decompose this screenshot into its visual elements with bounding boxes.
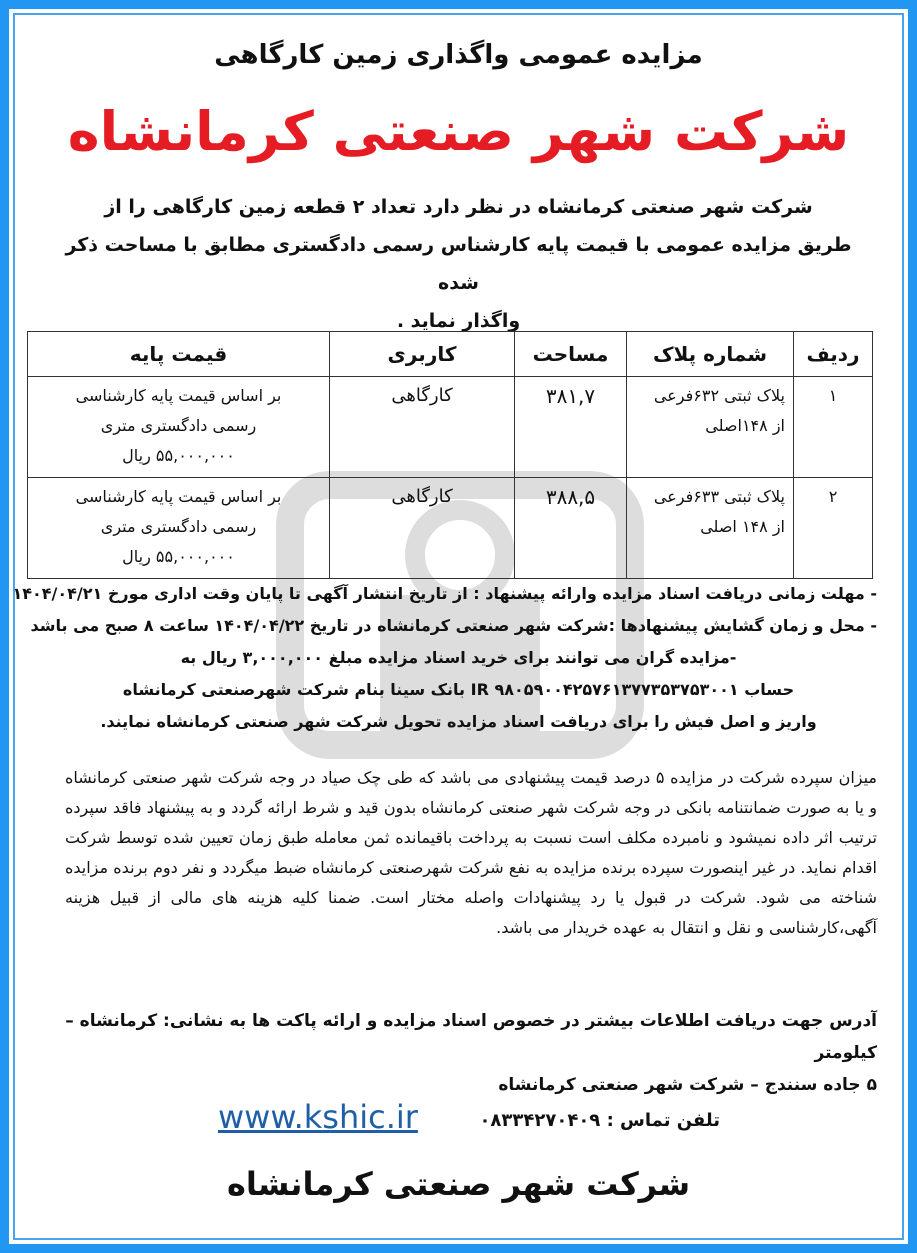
- header-row-number: ردیف: [794, 332, 873, 377]
- notice-title: مزایده عمومی واگذاری زمین کارگاهی: [214, 40, 703, 70]
- address-block: [40, 1005, 877, 1101]
- price-line: رسمی دادگستری متری: [100, 517, 257, 536]
- company-name: شرکت شهر صنعتی کرمانشاه: [67, 100, 850, 163]
- header-usage: کاربری: [330, 332, 515, 377]
- table-row: [28, 377, 873, 478]
- header-plate: شماره پلاک: [627, 332, 794, 377]
- deposit-terms: میزان سپرده شرکت در مزایده ۵ درصد قیمت پیشنهادی می باشد که طی چک صیاد در وجه شرکت شهر صنعتی کرمانشاه و یا به صورت ضمانتنامه بانکی در وجه شرکت شهر صنعتی کرمانشاه بدون قید و شرط ارائه گردد و به پیشنهاد فاقد سپرده ترتیب اثر داده نمیشود و نامبرده مکلف است نسبت به پرداخت باقیمانده ثمن معامله طبق زمان تعیین شده توسط شرکت اقدام نماید. در غیر اینصورت سپرده برنده مزایده به نفع شرکت شهرصنعتی کرمانشاه ضبط میگردد و نفر دوم برنده مزایده شناخته می شود. شرکت در قبول یا رد پیشنهادات واصله مختار است. ضمنا کلیه هزینه های مالی از قبیل هزینه آگهی،کارشناسی و نقل و انتقال به عهده خریدار می باشد.: [65, 768, 877, 937]
- plate-line: از ۱۴۸اصلی: [705, 416, 785, 435]
- price-line: ۵۵,۰۰۰,۰۰۰ ریال: [122, 446, 235, 465]
- plate-line: پلاک ثبتی ۶۳۳فرعی: [653, 487, 785, 506]
- cell-area: ۳۸۱,۷: [515, 377, 627, 478]
- cell-plate: [627, 377, 794, 478]
- opening-item: - محل و زمان گشایش پیشنهادها :شرکت شهر صنعتی کرمانشاه در تاریخ ۱۴۰۴/۰۴/۲۲ ساعت ۸ صبح می باشد: [30, 616, 877, 635]
- cell-usage: کارگاهی: [330, 478, 515, 579]
- intro-line: واگذار نماید .: [396, 310, 521, 332]
- cell-row-number: ۲: [794, 478, 873, 579]
- address-line: آدرس جهت دریافت اطلاعات بیشتر در خصوص اسناد مزایده و ارائه پاکت ها به نشانی: کرمانشاه – کیلومتر: [65, 1011, 877, 1063]
- address-line: ۵ جاده سنندج – شرکت شهر صنعتی کرمانشاه: [498, 1075, 877, 1095]
- plate-line: پلاک ثبتی ۶۳۲فرعی: [653, 386, 785, 405]
- cell-price: [28, 377, 330, 478]
- cell-row-number: ۱: [794, 377, 873, 478]
- cell-usage: کارگاهی: [330, 377, 515, 478]
- intro-line: شرکت شهر صنعتی کرمانشاه در نظر دارد تعداد ۲ قطعه زمین کارگاهی را از: [104, 196, 813, 218]
- table-header-row: [28, 332, 873, 377]
- land-table: [27, 331, 873, 579]
- account-item: حساب ۹۸۰۵۹۰۰۴۲۵۷۶۱۳۷۷۳۵۳۷۵۳۰۰۱ IR بانک سینا بنام شرکت شهرصنعتی کرمانشاه: [122, 680, 795, 699]
- cell-price: [28, 478, 330, 579]
- header-area: مساحت: [515, 332, 627, 377]
- price-line: ۵۵,۰۰۰,۰۰۰ ریال: [122, 547, 235, 566]
- table-row: [28, 478, 873, 579]
- plate-line: از ۱۴۸ اصلی: [700, 517, 785, 536]
- deposit-item: واریز و اصل فیش را برای دریافت اسناد مزایده تحویل شرکت شهر صنعتی کرمانشاه نمایند.: [100, 712, 817, 731]
- cell-plate: [627, 478, 794, 579]
- intro-text: [60, 188, 857, 340]
- header-price: قیمت پایه: [28, 332, 330, 377]
- phone-label: تلفن تماس :: [606, 1110, 720, 1131]
- intro-line: طریق مزایده عمومی با قیمت پایه کارشناس رسمی دادگستری مطابق با مساحت ذکر شده: [65, 234, 852, 294]
- footer-company: شرکت شهر صنعتی کرمانشاه: [226, 1165, 691, 1203]
- fee-item: -مزایده گران می توانند برای خرید اسناد مزایده مبلغ ۳,۰۰۰,۰۰۰ ریال به: [180, 648, 737, 667]
- website-link[interactable]: www.kshic.ir: [218, 1098, 418, 1136]
- cell-area: ۳۸۸,۵: [515, 478, 627, 579]
- price-line: بر اساس قیمت پایه کارشناسی: [75, 487, 282, 506]
- price-line: رسمی دادگستری متری: [100, 416, 257, 435]
- deadline-item: - مهلت زمانی دریافت اسناد مزایده وارائه پیشنهاد : از تاریخ انتشار آگهی تا پایان وقت اداری مورخ ۱۴۰۴/۰۴/۲۱: [12, 584, 877, 603]
- conditions-list: [12, 578, 877, 738]
- phone-number: ۰۸۳۳۴۲۷۰۴۰۹: [479, 1110, 601, 1131]
- price-line: بر اساس قیمت پایه کارشناسی: [75, 386, 282, 405]
